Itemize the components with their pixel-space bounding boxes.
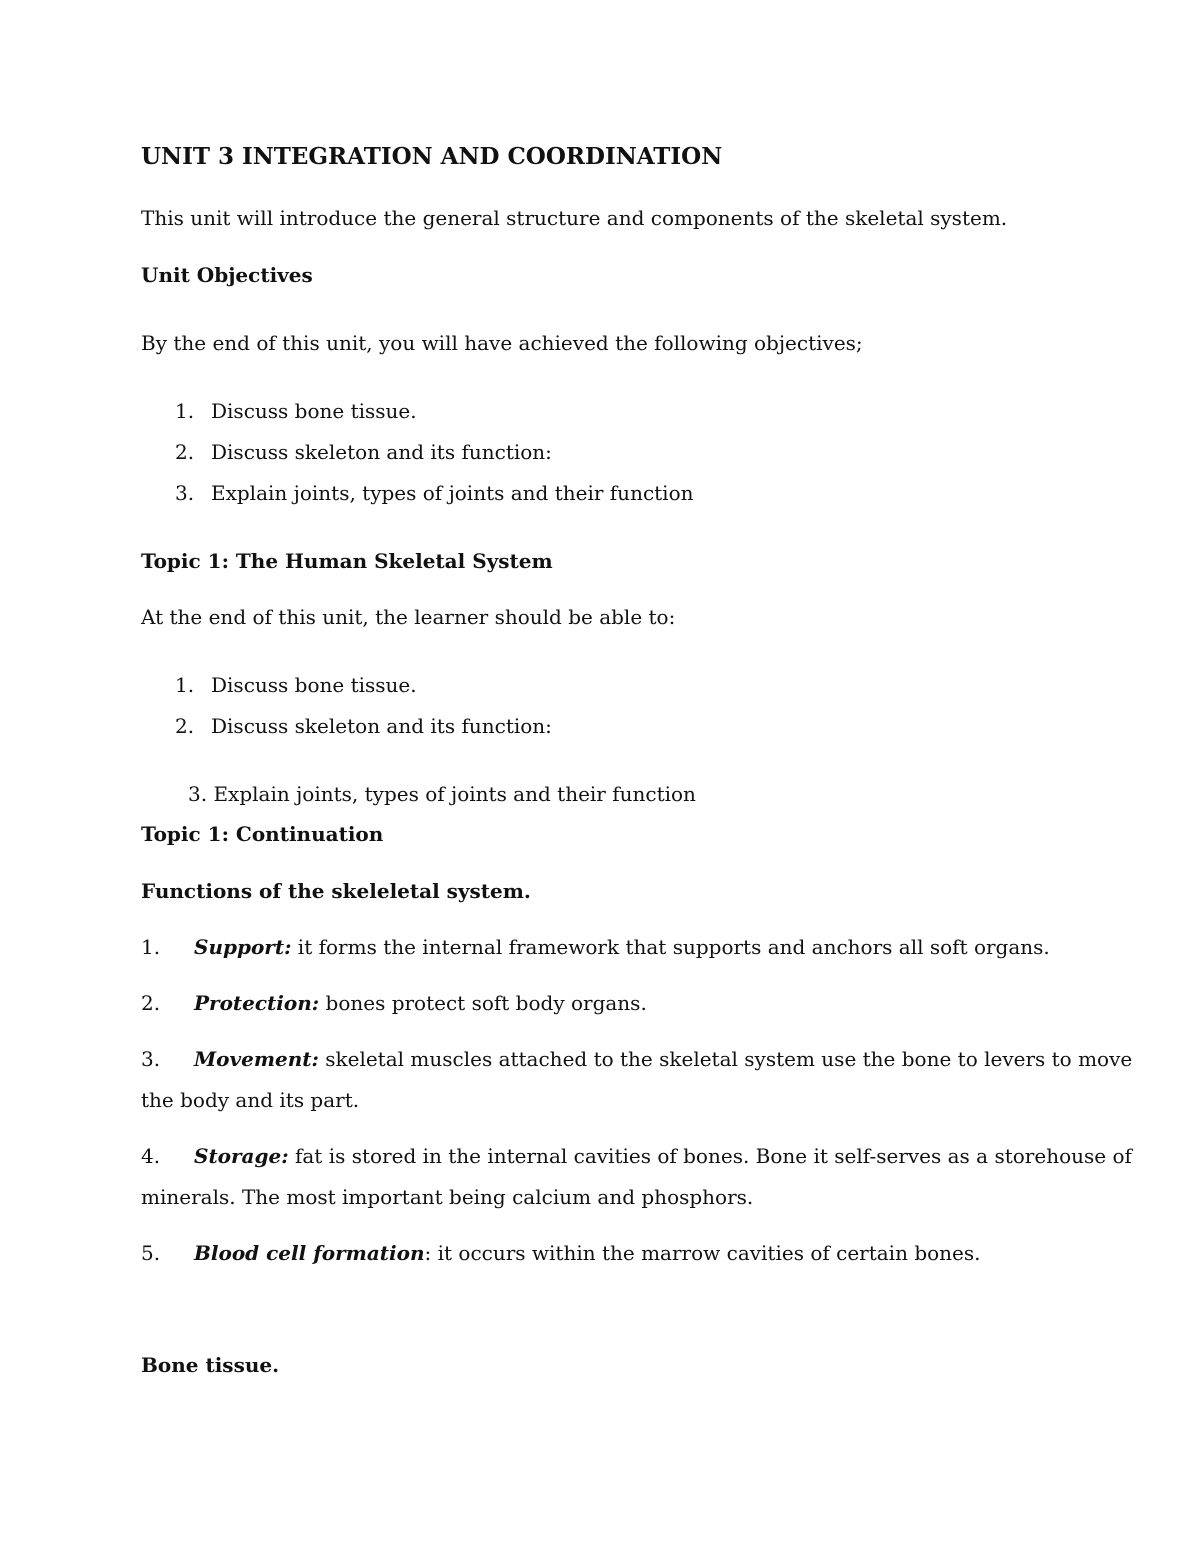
list-text: Discuss bone tissue.	[211, 673, 417, 697]
function-text: fat is stored in the internal cavities of bones. Bone it self-serves as a storehouse of	[288, 1144, 1132, 1168]
list-number: 2.	[175, 714, 195, 738]
function-term: Storage:	[194, 1144, 289, 1168]
list-number: 3.	[141, 1047, 161, 1071]
list-text: Discuss skeleton and its function:	[211, 440, 552, 464]
topic1-lead: At the end of this unit, the learner should be able to:	[141, 605, 676, 629]
function-term: Protection:	[194, 991, 320, 1015]
list-number: 2.	[141, 991, 161, 1015]
function-text: bones protect soft body organs.	[319, 991, 647, 1015]
list-text: Explain joints, types of joints and their function	[211, 481, 694, 505]
unit-title: UNIT 3 INTEGRATION AND COORDINATION	[141, 143, 723, 170]
function-term: Support:	[194, 935, 292, 959]
function-item-storage-cont: minerals. The most important being calcium and phosphors.	[141, 1185, 754, 1209]
objectives-heading: Unit Objectives	[141, 263, 313, 287]
function-text: : it occurs within the marrow cavities of certain bones.	[424, 1241, 981, 1265]
list-number: 3.	[175, 481, 195, 505]
objectives-lead: By the end of this unit, you will have achieved the following objectives;	[141, 331, 863, 355]
function-text: skeletal muscles attached to the skeletal system use the bone to levers to move	[318, 1047, 1133, 1071]
function-term: Movement:	[194, 1047, 319, 1071]
list-text: Discuss skeleton and its function:	[211, 714, 552, 738]
topic1-heading: Topic 1: The Human Skeletal System	[141, 549, 553, 573]
list-number: 2.	[175, 440, 195, 464]
list-number: 1.	[175, 399, 195, 423]
list-text: Discuss bone tissue.	[211, 399, 417, 423]
functions-heading: Functions of the skeleletal system.	[141, 879, 531, 903]
function-item-movement-cont: the body and its part.	[141, 1088, 360, 1112]
topic1-item-3: 3. Explain joints, types of joints and their function	[188, 782, 696, 806]
list-number: 1.	[175, 673, 195, 697]
function-term: Blood cell formation	[194, 1241, 425, 1265]
bone-tissue-heading: Bone tissue.	[141, 1353, 280, 1377]
list-number: 1.	[141, 935, 161, 959]
list-number: 5.	[141, 1241, 161, 1265]
unit-intro: This unit will introduce the general structure and components of the skeletal system.	[141, 206, 1008, 230]
list-number: 4.	[141, 1144, 161, 1168]
continuation-heading: Topic 1: Continuation	[141, 822, 384, 846]
function-text: it forms the internal framework that supports and anchors all soft organs.	[291, 935, 1050, 959]
